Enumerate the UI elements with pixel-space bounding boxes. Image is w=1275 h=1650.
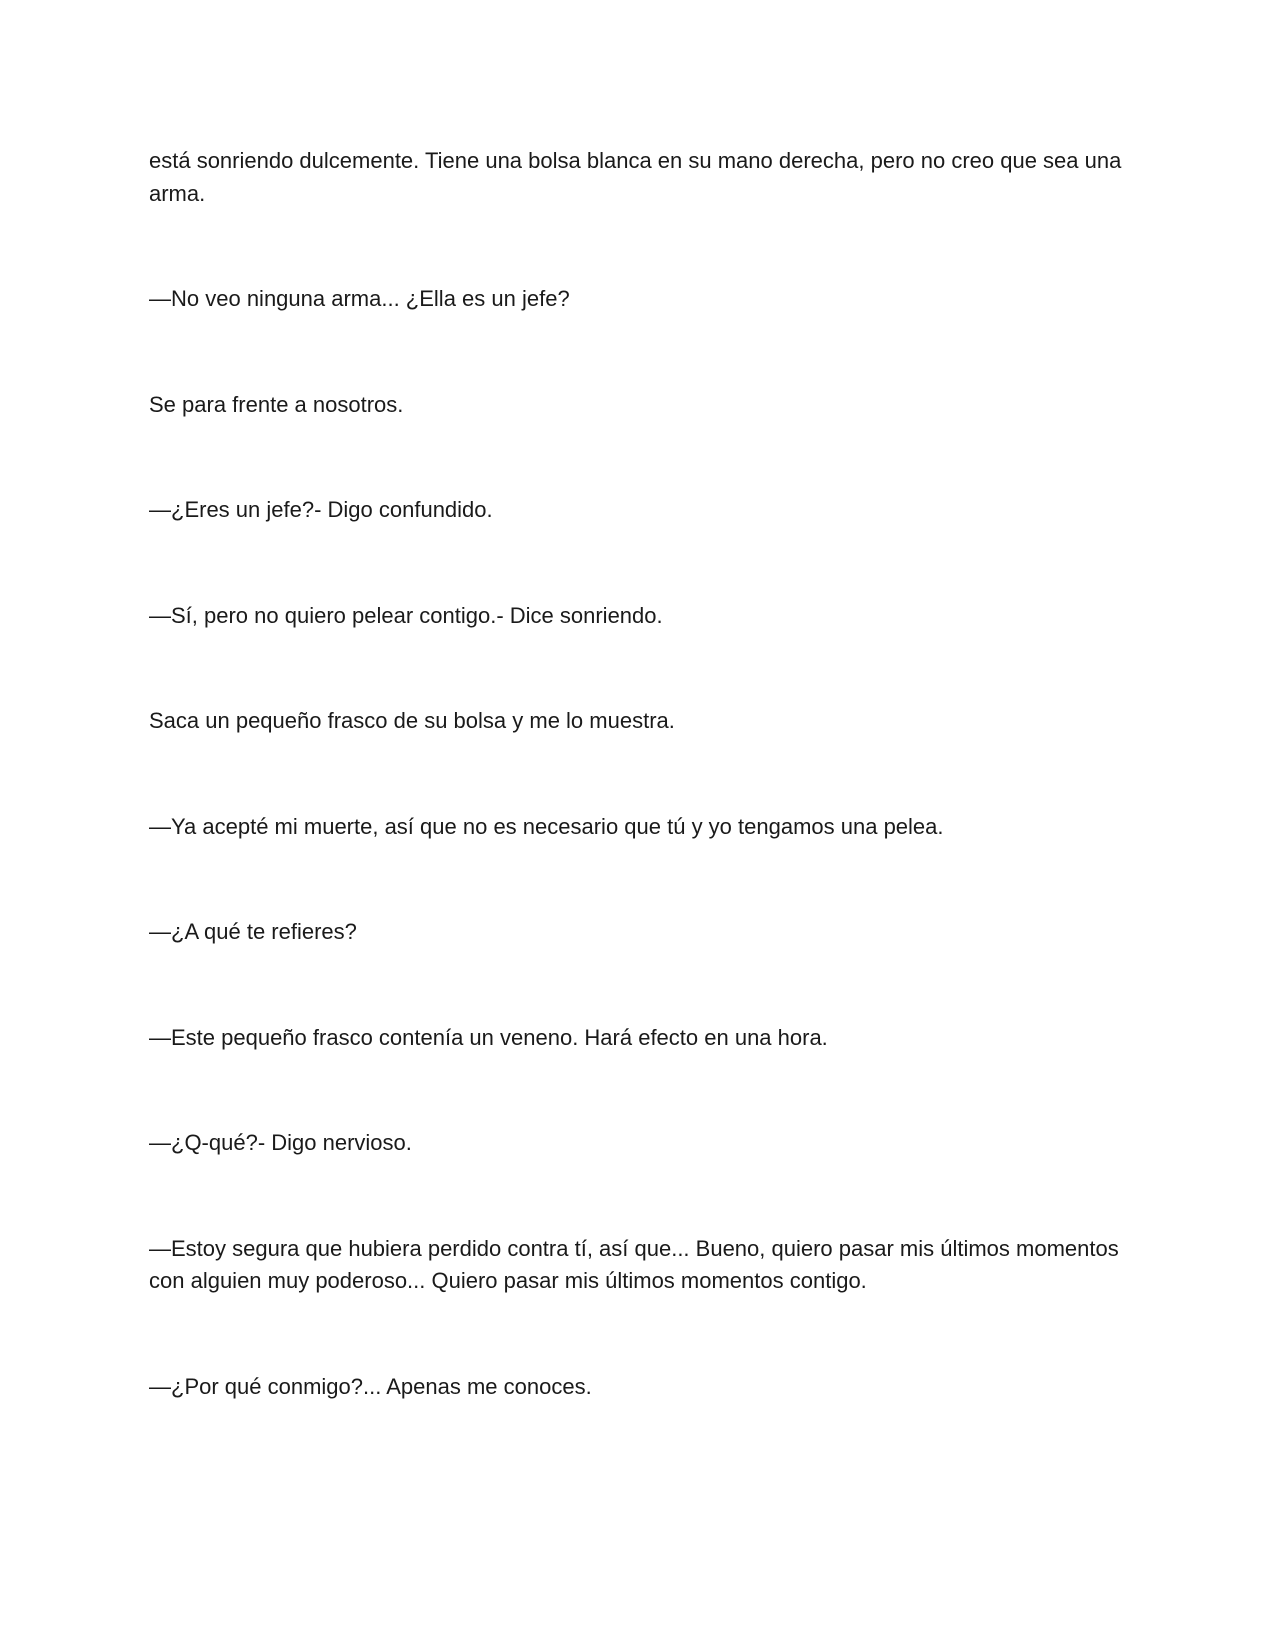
paragraph: —Ya acepté mi muerte, así que no es necesario que tú y yo tengamos una pelea. (149, 813, 944, 839)
paragraph: Se para frente a nosotros. (149, 391, 404, 417)
paragraph: —Sí, pero no quiero pelear contigo.- Dice sonriendo. (149, 602, 663, 628)
paragraph: —¿Eres un jefe?- Digo confundido. (149, 497, 493, 522)
paragraph: —¿A qué te refieres? (149, 919, 357, 944)
document-body (149, 145, 1129, 1476)
paragraph: Saca un pequeño frasco de su bolsa y me lo muestra. (149, 708, 675, 733)
paragraph: —Este pequeño frasco contenía un veneno. Hará efecto en una hora. (149, 1024, 828, 1050)
paragraph: —No veo ninguna arma... ¿Ella es un jefe? (149, 286, 570, 311)
paragraph: —¿Por qué conmigo?... Apenas me conoces. (149, 1373, 592, 1399)
paragraph: —Estoy segura que hubiera perdido contra tí, así que... Bueno, quiero pasar mis últimos momentos con alguien muy poderoso... Quiero pasar mis últimos momentos contigo. (149, 1235, 1119, 1293)
paragraph: —¿Q-qué?- Digo nervioso. (149, 1130, 412, 1155)
paragraph: está sonriendo dulcemente. Tiene una bolsa blanca en su mano derecha, pero no creo que sea una arma. (149, 148, 1122, 206)
